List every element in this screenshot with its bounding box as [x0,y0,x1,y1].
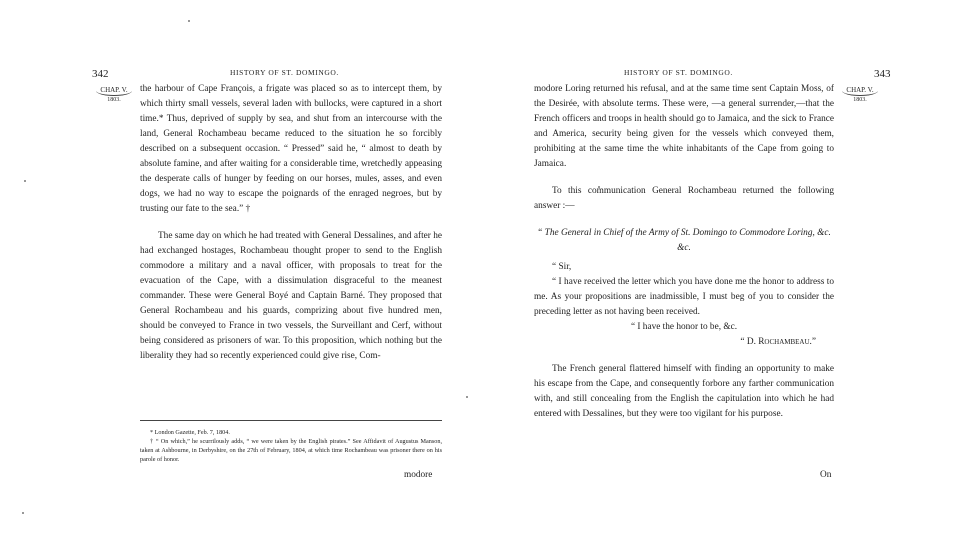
letter-body: “ I have received the letter which you have done me the honor to address to me. As your propositions are inadmissible, I must beg of you to consider the preceding letter as not having been received. [534,277,834,317]
chapter-label: CHAP. V. [96,86,132,96]
paragraph: the harbour of Cape François, a frigate was placed so as to intercept them, by which thirty small vessels, several laden with bullocks, were captured in a short time.* Thus, deprived of supply by sea, and shut from an intercourse with the land, General Rochambeau became reduced to the situation he so forcibly described on a subsequent occasion. “ Pressed” said he, “ almost to death by absolute famine, and after waiting for a considerable time, wretchedly appeasing the desperate calls of hunger by feeding on our horses, mules, asses, and even dogs, we had no way to escape the poignards of the enraged negroes, but by trusting our fate to the sea.” † [140,84,442,214]
footnote-rule [140,420,442,421]
footnotes [140,428,442,464]
main-text [140,82,442,364]
right-page [490,0,980,560]
letter-heading: “ The General in Chief of the Army of St. Domingo to Commodore Loring, &c. &c. [537,228,831,253]
year-label: 1803. [107,97,121,104]
paragraph: modore Loring returned his refusal, and at the same time sent Captain Moss, of the Desirée, with absolute terms. These were, —a general surrender,—that the French officers and troops in health should go to Jamaica, and the sick to France and America, security being given for the vessels which conveyed them, prohibiting at the same time the white inhabitants of the Cape from going to Jamaica. [534,84,834,169]
page-number: 342 [92,68,109,80]
year-label: 1803. [853,97,867,104]
chapter-label: CHAP. V. [842,86,878,96]
footnote: † “ On which,” he scurrilously adds, “ we were taken by the English pirates.” See Affidavit of Augustus Manson, taken at Ashbourne, in Derbyshire, on the 27th of February, 1804, at which time Rochambeau was prisoner there on his parole of honor. [140,438,442,463]
salutation: “ Sir, [552,262,572,272]
margin-note [842,86,878,105]
margin-note [96,86,132,105]
catchword: On [820,470,832,480]
signature: “ D. Rochambeau.” [740,337,816,347]
page-number: 343 [874,68,891,80]
footnote: * London Gazette, Feb. 7, 1804. [150,429,230,436]
running-head: HISTORY OF ST. DOMINGO. [624,68,733,77]
main-text [534,82,834,422]
catchword: modore [404,470,433,480]
paragraph: The French general flattered himself with finding an opportunity to make his escape from the Cape, and consequently forbore any farther communication with, and still concealing from the English the capitulation into which he had entered with Dessalines, but they were too vigilant for his purpose. [534,364,834,419]
letter-closing: “ I have the honor to be, &c. [630,322,738,332]
paragraph: To this communication General Rochambeau returned the following answer :— [534,186,834,211]
running-head: HISTORY OF ST. DOMINGO. [230,68,339,77]
paragraph: The same day on which he had treated with General Dessalines, and after he had exchanged hostages, Rochambeau thought proper to send to the English commodore a military and a naval officer, with proposals to treat for the evacuation of the Cape, with a dissimulation disgraceful to the meanest commander. These were General Boyé and Captain Barné. They proposed that General Rochambeau and his guards, comprizing about five hundred men, should be conveyed to France in two vessels, the Surveillant and Cerf, without being considered as prisoners of war. To this proposition, which nothing but the liberality they had so recently experienced could give rise, Com- [140,231,442,361]
